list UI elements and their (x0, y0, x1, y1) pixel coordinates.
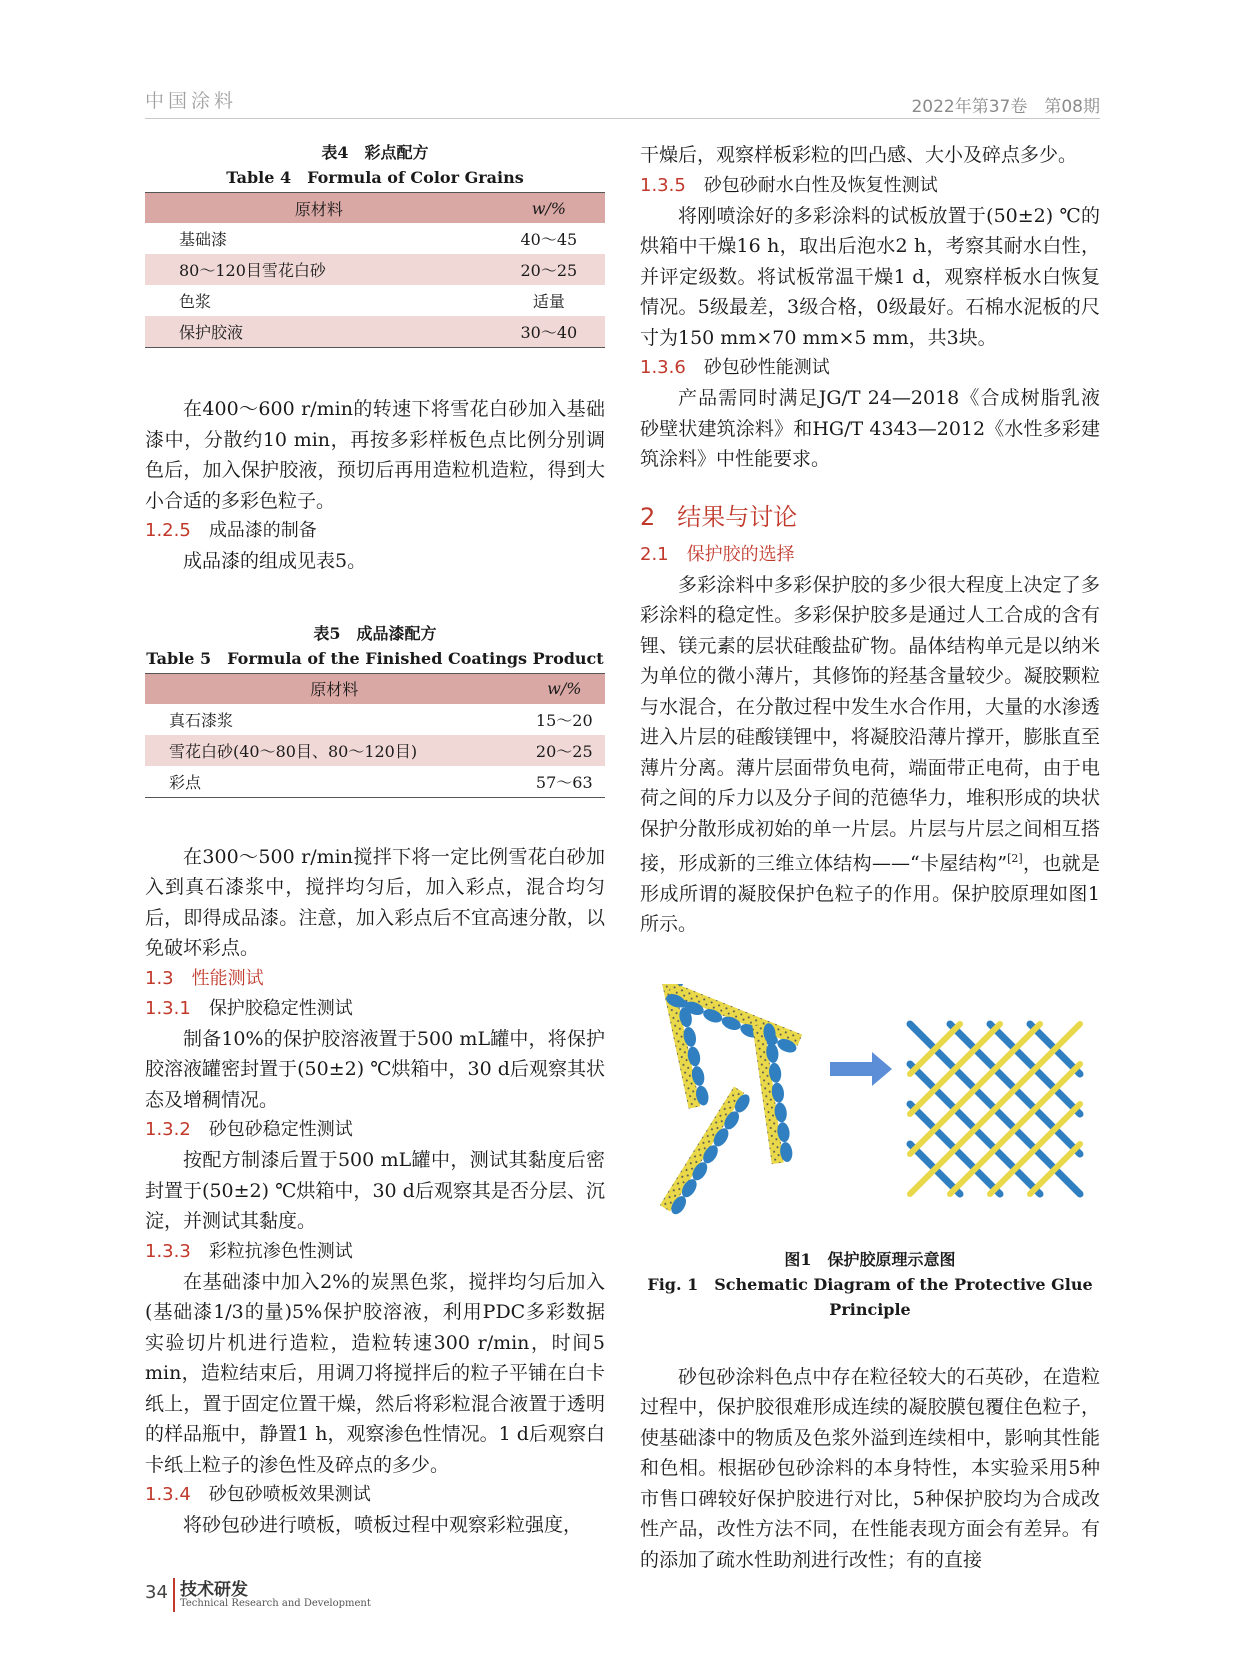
heading-text: 性能测试 (191, 967, 264, 989)
platelet-stack-icon (660, 984, 803, 1217)
paragraph: 将砂包砂进行喷板，喷板过程中观察彩粒强度， (183, 1514, 583, 1536)
heading-1-3-3 (145, 1237, 605, 1267)
heading-1-3-2 (145, 1115, 605, 1145)
paragraph: 在基础漆中加入2%的炭黑色浆，搅拌均匀后加入(基础漆1/3的量)5%保护胶溶液，利用PDC多彩数据实验切片机进行造粒，造粒转速300 r/min，时间5 min，造粒结束后，用调刀将搅拌后的粒子平铺在白卡纸上，置于固定位置干燥，然后将彩粒混合液置于透明的样品瓶中，静置1 h，观察渗色性情况。1 d后观察白卡纸上粒子的渗色性及碎点的多少。 (145, 1270, 605, 1476)
table-row (145, 223, 605, 254)
heading-1-3 (145, 964, 605, 994)
table4-header-w: w/% (493, 193, 605, 224)
heading-number: 1.2.5 (145, 520, 191, 541)
table5-cell-value: 57～63 (524, 766, 605, 798)
heading-text: 保护胶的选择 (686, 543, 795, 565)
section-2-heading (640, 497, 1100, 532)
footer-section-en: Technical Research and Development (180, 1598, 371, 1609)
heading-text: 砂包砂喷板效果测试 (208, 1484, 371, 1505)
paragraph (640, 570, 1100, 940)
table4-header-material: 原材料 (145, 193, 493, 224)
figure-1-caption-cn: 图1 保护胶原理示意图 (784, 1249, 956, 1269)
table5-caption-cn: 表5 成品漆配方 (313, 623, 437, 643)
heading-number: 1.3.5 (640, 174, 686, 196)
heading-1-2-5 (145, 516, 605, 546)
figure-1-caption-en-2: Principle (829, 1299, 911, 1319)
table4-cell-material: 80～120目雪花白砂 (145, 254, 493, 285)
paragraph-text: ，也就是形成所谓的凝胶保护色粒子的作用。保护胶原理如图1所示。 (640, 852, 1100, 936)
table4-caption-en: Table 4 Formula of Color Grains (226, 168, 524, 187)
header-rule (145, 118, 1100, 119)
table4-caption-cn: 表4 彩点配方 (321, 143, 429, 162)
heading-text: 砂包砂耐水白性及恢复性测试 (703, 174, 938, 196)
figure-1 (640, 984, 1100, 1239)
heading-number: 1.3 (145, 967, 174, 989)
heading-number: 2 (640, 502, 656, 531)
heading-1-3-1 (145, 994, 605, 1024)
heading-text: 砂包砂性能测试 (703, 357, 830, 378)
heading-text: 结果与讨论 (677, 502, 798, 531)
table5-caption-en: Table 5 Formula of the Finished Coatings Product (146, 648, 604, 668)
table4-cell-material: 保护胶液 (145, 316, 493, 348)
table5-cell-material: 彩点 (145, 766, 524, 798)
paragraph-text: 多彩涂料中多彩保护胶的多少很大程度上决定了多彩涂料的稳定性。多彩保护胶多是通过人工合成的含有锂、镁元素的层状硅酸盐矿物。晶体结构单元是以纳米为单位的微小薄片，其修饰的羟基含量较少。凝胶颗粒与水混合，在分散过程中发生水合作用，大量的水渗透进入片层的硅酸镁锂中，将凝胶沿薄片撑开，膨胀直至薄片分离。薄片层面带负电荷，端面带正电荷，由于电荷之间的斥力以及分子间的范德华力，堆积形成的块状保护分散形成初始的单一片层。片层与片层之间相互搭接，形成新的三维立体结构——“卡屋结构” (640, 573, 1100, 875)
table4-cell-material: 基础漆 (179, 230, 228, 249)
left-column (145, 140, 605, 1541)
arrow-right-icon (830, 1052, 892, 1086)
table4-cell-value: 40～45 (520, 230, 578, 249)
paragraph: 按配方制漆后置于500 mL罐中，测试其黏度后密封置于(50±2) ℃烘箱中，30 d后观察其是否分层、沉淀，并测试其黏度。 (145, 1149, 605, 1232)
paragraph: 产品需同时满足JG/T 24—2018《合成树脂乳液砂壁状建筑涂料》和HG/T 4343—2012《水性多彩建筑涂料》中性能要求。 (640, 387, 1100, 470)
table-row (145, 285, 605, 316)
heading-2-1 (640, 540, 1100, 570)
table4-cell-value: 20～25 (493, 254, 605, 285)
table-row (145, 316, 605, 348)
table4-cell-value: 30～40 (493, 316, 605, 348)
paragraph: 在400～600 r/min的转速下将雪花白砂加入基础漆中，分散约10 min，再按多彩样板色点比例分别调色后，加入保护胶液，预切后再用造粒机造粒，得到大小合适的多彩色粒子。 (145, 398, 605, 512)
issue-info: 2022年第37卷 第08期 (911, 97, 1100, 117)
paragraph: 砂包砂涂料色点中存在粒径较大的石英砂，在造粒过程中，保护胶很难形成连续的凝胶膜包覆住色粒子，使基础漆中的物质及色浆外溢到连续相中，影响其性能和色相。根据砂包砂涂料的本身特性，本实验采用5种市售口碑较好保护胶进行对比，5种保护胶均为合成改性产品，改性方法不同，在性能表现方面会有差异。有的添加了疏水性助剂进行改性；有的直接 (640, 1365, 1100, 1571)
table5-cell-value: 20～25 (524, 735, 605, 766)
paragraph: 制备10%的保护胶溶液置于500 mL罐中，将保护胶溶液罐密封置于(50±2) ℃烘箱中，30 d后观察其状态及增稠情况。 (145, 1027, 605, 1111)
card-house-network-icon (910, 1024, 1080, 1194)
paragraph: 成品漆的组成见表5。 (183, 550, 367, 572)
heading-text: 彩粒抗渗色性测试 (208, 1240, 353, 1262)
table5-cell-material: 真石漆浆 (169, 710, 234, 730)
journal-name: 中国涂料 (145, 90, 238, 112)
heading-text: 砂包砂稳定性测试 (208, 1119, 353, 1140)
page-number: 34 (145, 1582, 168, 1603)
heading-1-3-4 (145, 1480, 605, 1510)
right-column (640, 140, 1100, 1575)
table4 (145, 192, 605, 348)
footer-section-cn: 技术研发 (180, 1580, 248, 1600)
figure-1-illustration (640, 984, 1100, 1239)
heading-1-3-6 (640, 353, 1100, 383)
paragraph: 干燥后，观察样板彩粒的凹凸感、大小及碎点多少。 (640, 144, 1078, 166)
table4-cell-material: 色浆 (179, 292, 212, 311)
heading-number: 1.3.3 (145, 1240, 191, 1262)
table4-cell-value: 适量 (532, 292, 565, 311)
table5 (145, 673, 605, 798)
heading-text: 成品漆的制备 (208, 520, 317, 541)
paragraph: 将刚喷涂好的多彩涂料的试板放置于(50±2) ℃的烘箱中干燥16 h，取出后泡水2 h，考察其耐水白性，并评定级数。将试板常温干燥1 d，观察样板水白恢复情况。5级最差，3级合格，0级最好。石棉水泥板的尺寸为150 mm×70 mm×5 mm，共3块。 (640, 204, 1100, 349)
table-row (145, 254, 605, 285)
table5-header-w: w/% (524, 673, 605, 704)
heading-number: 1.3.1 (145, 997, 191, 1019)
table5-header-material: 原材料 (145, 673, 524, 704)
table5-cell-material: 雪花白砂(40～80目、80～120目) (145, 735, 524, 766)
table-row (145, 704, 605, 735)
heading-number: 1.3.6 (640, 357, 686, 378)
citation-ref: [2] (1007, 852, 1023, 865)
table-row (145, 766, 605, 798)
heading-number: 1.3.2 (145, 1119, 191, 1140)
heading-number: 1.3.4 (145, 1484, 191, 1505)
table-row (145, 735, 605, 766)
heading-1-3-5 (640, 171, 1100, 201)
heading-text: 保护胶稳定性测试 (208, 997, 353, 1019)
paragraph: 在300～500 r/min搅拌下将一定比例雪花白砂加入到真石漆浆中，搅拌均匀后，加入彩点，混合均匀后，即得成品漆。注意，加入彩点后不宜高速分散，以免破坏彩点。 (145, 845, 605, 959)
footer-divider (173, 1578, 175, 1612)
figure-1-caption-en: Fig. 1 Schematic Diagram of the Protective Glue (647, 1274, 1093, 1294)
table5-cell-value: 15～20 (535, 710, 593, 730)
heading-number: 2.1 (640, 543, 669, 565)
